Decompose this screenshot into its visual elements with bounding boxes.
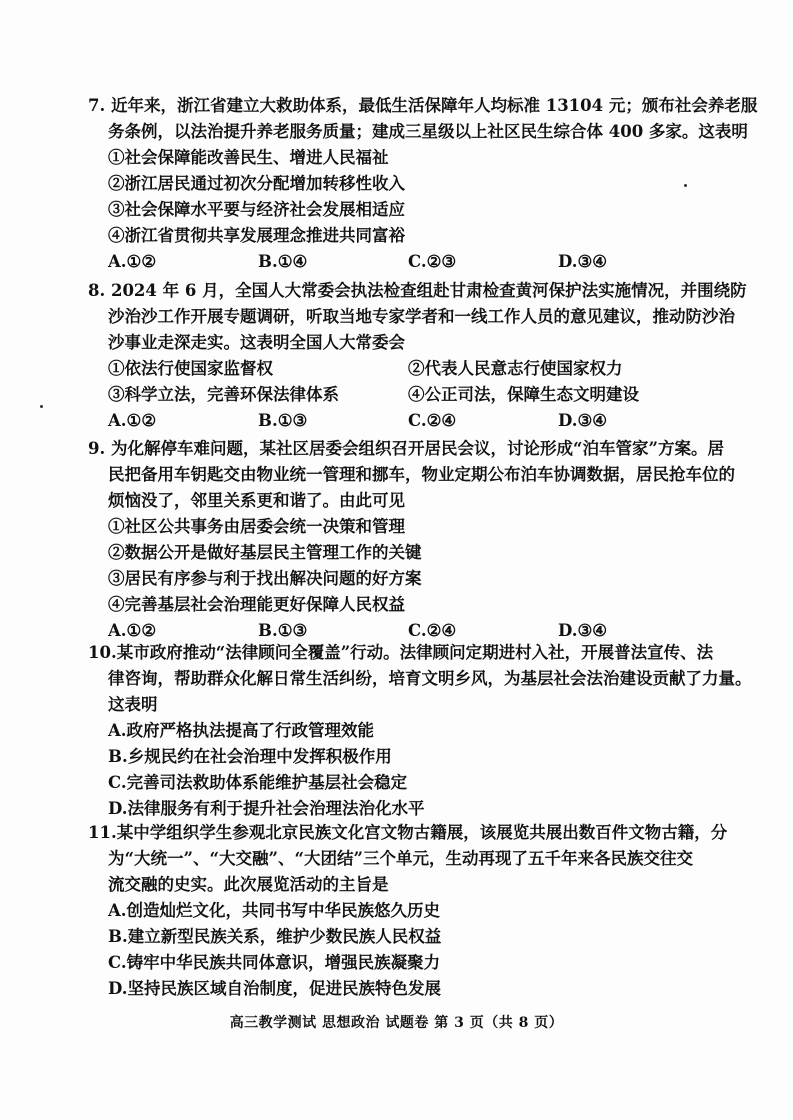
statement-3: ③居民有序参与利于找出解决问题的好方案 bbox=[108, 569, 422, 588]
question-8 bbox=[88, 278, 747, 434]
statement-4: ④浙江省贯彻共享发展理念推进共同富裕 bbox=[108, 226, 405, 245]
option-b[interactable]: B.乡规民约在社会治理中发挥积极作用 bbox=[108, 747, 392, 766]
question-11 bbox=[88, 820, 728, 1002]
statement-2: ②代表人民意志行使国家权力 bbox=[408, 359, 623, 378]
statement-row bbox=[88, 356, 708, 382]
choice-d[interactable]: D.③④ bbox=[558, 252, 608, 271]
statement-3: ③科学立法，完善环保法律体系 bbox=[108, 385, 339, 404]
choice-c[interactable]: C.②③ bbox=[408, 252, 457, 271]
choice-d[interactable]: D.③④ bbox=[558, 621, 608, 640]
statement-1: ①依法行使国家监督权 bbox=[108, 359, 273, 378]
statement-4: ④完善基层社会治理能更好保障人民权益 bbox=[108, 595, 405, 614]
question-stem-line: 为“大统一”、“大交融”、“大团结”三个单元，生动再现了五千年来各民族交往交 bbox=[108, 849, 693, 868]
choice-b[interactable]: B.①③ bbox=[258, 411, 308, 430]
question-stem-line: 8. 2024 年 6 月，全国人大常委会执法检查组赴甘肃检查黄河保护法实施情况，并围绕防 bbox=[88, 281, 747, 300]
question-stem-line: 9. 为化解停车难问题，某社区居委会组织召开居民会议，讨论形成“泊车管家”方案。居 bbox=[88, 439, 724, 458]
question-stem-line: 民把备用车钥匙交由物业统一管理和挪车，物业定期公布泊车协调数据，居民抢车位的 bbox=[108, 465, 735, 484]
option-c[interactable]: C.铸牢中华民族共同体意识，增强民族凝聚力 bbox=[108, 953, 441, 972]
statement-2: ②浙江居民通过初次分配增加转移性收入 bbox=[108, 174, 405, 193]
answer-choices bbox=[88, 249, 708, 275]
question-stem-line: 务条例，以法治提升养老服务质量；建成三星级以上社区民生综合体 400 多家。这表明 bbox=[108, 122, 748, 141]
question-stem-line: 7. 近年来，浙江省建立大救助体系，最低生活保障年人均标准 13104 元；颁布社会养老服 bbox=[88, 96, 758, 115]
choice-c[interactable]: C.②④ bbox=[408, 411, 457, 430]
choice-b[interactable]: B.①④ bbox=[258, 252, 308, 271]
statement-1: ①社区公共事务由居委会统一决策和管理 bbox=[108, 517, 405, 536]
question-stem-line: 沙事业走深走实。这表明全国人大常委会 bbox=[108, 333, 405, 352]
answer-choices bbox=[88, 408, 708, 434]
statement-2: ②数据公开是做好基层民主管理工作的关键 bbox=[108, 543, 422, 562]
page-footer: 高三教学测试 思想政治 试题卷 第 3 页（共 8 页） bbox=[229, 1015, 564, 1031]
question-9 bbox=[88, 436, 735, 644]
question-stem-line: 律咨询，帮助群众化解日常生活纠纷，培育文明乡风，为基层社会法治建设贡献了力量。 bbox=[108, 669, 752, 688]
question-7 bbox=[88, 93, 758, 275]
choice-c[interactable]: C.②④ bbox=[408, 621, 457, 640]
question-stem-line: 烦恼没了，邻里关系更和谐了。由此可见 bbox=[108, 491, 405, 510]
option-a[interactable]: A.创造灿烂文化，共同书写中华民族悠久历史 bbox=[108, 901, 441, 920]
choice-a[interactable]: A.①② bbox=[108, 621, 157, 640]
question-stem-line: 10.某市政府推动“法律顾问全覆盖”行动。法律顾问定期进村入社，开展普法宣传、法 bbox=[88, 643, 714, 662]
question-stem-line: 11.某中学组织学生参观北京民族文化宫文物古籍展，该展览共展出数百件文物古籍，分 bbox=[88, 823, 728, 842]
statement-1: ①社会保障能改善民生、增进人民福祉 bbox=[108, 148, 389, 167]
question-stem-line: 流交融的史实。此次展览活动的主旨是 bbox=[108, 875, 389, 894]
question-stem-line: 这表明 bbox=[108, 695, 158, 714]
scan-speck bbox=[684, 184, 687, 187]
choice-d[interactable]: D.③④ bbox=[558, 411, 608, 430]
statement-4: ④公正司法，保障生态文明建设 bbox=[408, 385, 639, 404]
question-10 bbox=[88, 640, 752, 822]
statement-3: ③社会保障水平要与经济社会发展相适应 bbox=[108, 200, 405, 219]
question-stem-line: 沙治沙工作开展专题调研，听取当地专家学者和一线工作人员的意见建议，推动防沙治 bbox=[108, 307, 735, 326]
statement-row bbox=[88, 382, 708, 408]
option-d[interactable]: D.法律服务有利于提升社会治理法治化水平 bbox=[108, 799, 425, 818]
option-a[interactable]: A.政府严格执法提高了行政管理效能 bbox=[108, 721, 375, 740]
scan-speck bbox=[40, 405, 43, 408]
choice-a[interactable]: A.①② bbox=[108, 252, 157, 271]
option-b[interactable]: B.建立新型民族关系，维护少数民族人民权益 bbox=[108, 927, 442, 946]
choice-a[interactable]: A.①② bbox=[108, 411, 157, 430]
choice-b[interactable]: B.①③ bbox=[258, 621, 308, 640]
option-c[interactable]: C.完善司法救助体系能维护基层社会稳定 bbox=[108, 773, 408, 792]
option-d[interactable]: D.坚持民族区域自治制度，促进民族特色发展 bbox=[108, 979, 441, 998]
